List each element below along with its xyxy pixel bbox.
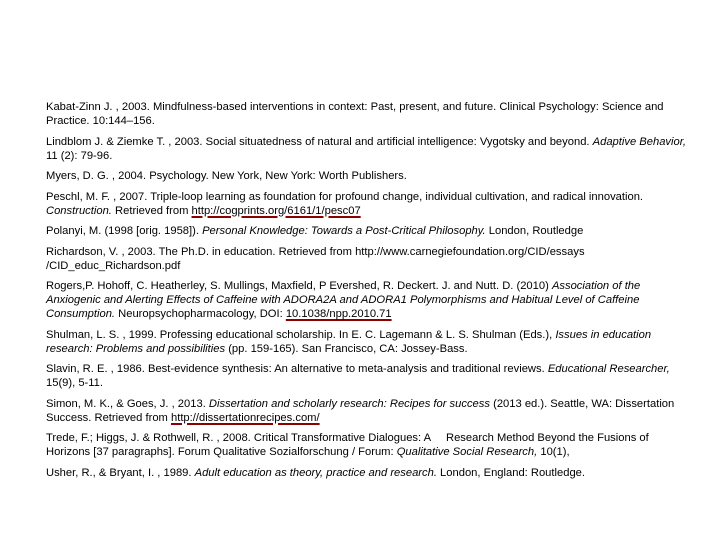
reference-text: 10(1), — [537, 446, 570, 458]
reference-entry — [46, 245, 686, 273]
reference-entry — [46, 431, 686, 459]
reference-title-italic: Qualitative Social Research, — [396, 446, 538, 458]
reference-text: Peschl, M. F. , 2007. Triple-loop learning as foundation for profound change, individual cultivation, and radical innovation. — [46, 190, 647, 203]
reference-text: Lindblom J. & Ziemke T. , 2003. Social situatedness of natural and artificial intelligence: Vygotsky and beyond. — [46, 135, 593, 148]
reference-text: Kabat-Zinn J. , 2003. Mindfulness-based interventions in context: Past, present, and future. Clinical Psychology: Science and Practice. 10:144–156. — [46, 101, 667, 127]
reference-text: London, Routledge — [485, 225, 584, 237]
reference-entry — [46, 362, 686, 390]
reference-link[interactable]: http://dissertationrecipes.com/ — [170, 411, 320, 424]
reference-entry — [46, 135, 690, 163]
reference-entry — [46, 328, 686, 356]
reference-text: Myers, D. G. , 2004. Psychology. New York, New York: Worth Publishers. — [46, 170, 407, 182]
reference-link[interactable]: 10.1038/npp.2010.71 — [285, 308, 392, 320]
reference-entry — [46, 224, 686, 238]
reference-entry — [46, 169, 686, 183]
reference-text: 11 (2): 79-96. — [46, 135, 690, 162]
reference-text: Shulman, L. S. , 1999. Professing educational scholarship. In E. C. Lagemann & L. S. Shulman (Eds.), — [46, 328, 556, 341]
reference-text: Polanyi, M. (1998 [orig. 1958]). — [46, 225, 203, 237]
reference-text: Neuropsychopharmacology, DOI: — [115, 308, 286, 320]
reference-title-italic: Educational Researcher, — [547, 363, 670, 375]
reference-text: Richardson, V. , 2003. The Ph.D. in education. Retrieved from http://www.carnegiefoundation.org/CID/essays /CID_educ_Richardson.pdf — [46, 245, 588, 272]
reference-title-italic: Association of the Anxiogenic and Alerting Effects of Caffeine with ADORA2A and ADORA1 Polymorphisms and Habitual Level of Caffeine Consumption. — [46, 280, 643, 320]
reference-title-italic: Adaptive Behavior, — [592, 135, 686, 148]
reference-text: Rogers,P. Hohoff, C. Heatherley, S. Mullings, Maxfield, P Evershed, R. Deckert. J. and Nutt. D. (2010) — [46, 280, 552, 292]
reference-text: Slavin, R. E. , 1986. Best-evidence synthesis: An alternative to meta-analysis and traditional reviews. — [46, 363, 548, 375]
reference-title-italic: Issues in education research: Problems and possibilities — [46, 328, 655, 355]
reference-text: Usher, R., & Bryant, I. , 1989. — [46, 466, 195, 479]
reference-text: 15(9), 5-11. — [46, 363, 673, 389]
reference-entry — [46, 100, 686, 128]
reference-text: Trede, F.; Higgs, J. & Rothwell, R. , 2008. Critical Transformative Dialogues: A Research Method Beyond the Fusions of Horizons [37 paragraphs]. Forum Qualitative Sozialforschung / Forum: — [46, 432, 652, 458]
reference-title-italic: Personal Knowledge: Towards a Post-Critical Philosophy. — [202, 225, 486, 237]
reference-link[interactable]: http://cogprints.org/6161/1/pesc07 — [191, 204, 361, 217]
reference-entry — [46, 190, 686, 218]
reference-entry — [46, 397, 686, 425]
reference-text: London, England: Routledge. — [436, 466, 585, 479]
reference-title-italic: Construction. — [46, 204, 112, 217]
reference-title-italic: Dissertation and scholarly research: Recipes for success — [208, 397, 490, 410]
reference-entry — [46, 466, 686, 480]
reference-entry — [46, 279, 686, 321]
reference-text: Simon, M. K., & Goes, J. , 2013. — [46, 397, 209, 410]
reference-text: (2013 ed.). Seattle, WA: Dissertation Success. Retrieved from — [46, 397, 678, 424]
reference-list — [46, 100, 690, 486]
reference-text: Retrieved from — [111, 204, 192, 217]
reference-text: (pp. 159-165). San Francisco, CA: Jossey-Bass. — [225, 342, 468, 355]
reference-title-italic: Adult education as theory, practice and research. — [194, 466, 437, 479]
